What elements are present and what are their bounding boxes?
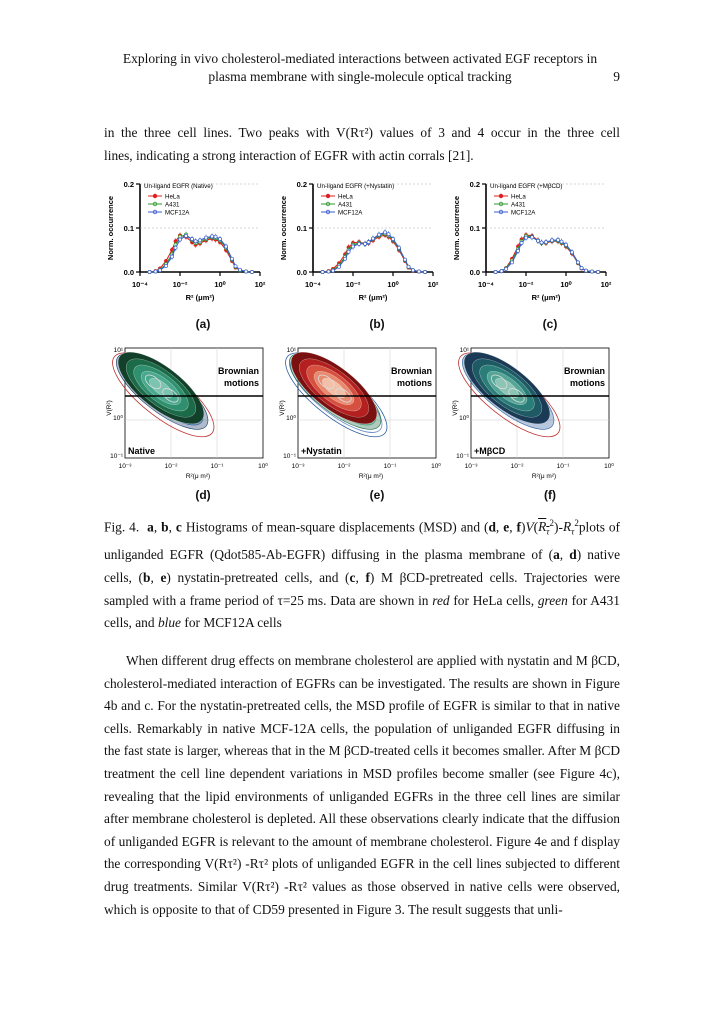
legend-entry: A431: [511, 201, 526, 209]
y-tick-label: 10⁰: [459, 415, 469, 422]
region-label: motions: [397, 378, 432, 388]
y-axis-label: Norm. occurrence: [279, 195, 288, 261]
x-tick-label: 10⁻¹: [210, 463, 224, 470]
legend-title: Un-ligand EGFR (+Nystatin): [317, 183, 395, 190]
data-point: [190, 237, 193, 240]
data-point: [397, 246, 400, 249]
legend-entry: HeLa: [511, 193, 526, 201]
data-point: [570, 251, 573, 254]
data-point: [423, 270, 426, 273]
region-label: Brownian: [390, 366, 432, 376]
panel-label-a: (a): [195, 317, 211, 331]
data-point: [321, 270, 324, 273]
data-point: [204, 236, 207, 239]
data-point: [584, 269, 587, 272]
data-point: [377, 233, 380, 236]
y-axis-label: V(R²): [452, 400, 459, 416]
y-tick-label: 10¹: [459, 347, 469, 354]
x-axis-label: R² (μm²): [185, 293, 215, 302]
data-point: [411, 269, 414, 272]
data-point: [387, 233, 390, 236]
data-point: [234, 265, 237, 268]
y-tick-label: 0.1: [469, 224, 480, 233]
y-tick-label: 0.0: [469, 268, 480, 277]
histogram-panel-1: [106, 180, 266, 302]
data-point: [576, 261, 579, 264]
data-point: [170, 255, 173, 258]
data-point: [164, 264, 167, 267]
data-point: [590, 270, 593, 273]
data-point: [357, 242, 360, 245]
y-axis-label: Norm. occurrence: [106, 195, 115, 261]
data-point: [520, 241, 523, 244]
x-tick-label: 10⁻⁴: [304, 280, 322, 289]
data-point: [560, 240, 563, 243]
x-tick-label: 10⁻²: [164, 463, 178, 470]
data-point: [178, 238, 181, 241]
legend-marker: [153, 194, 157, 198]
x-tick-label: 10⁻³: [464, 463, 478, 470]
x-tick-label: 10⁻²: [337, 463, 351, 470]
histogram-panel-3: [452, 180, 612, 302]
y-tick-label: 0.2: [123, 180, 134, 189]
x-tick-label: 10⁰: [258, 463, 268, 470]
data-point: [210, 235, 213, 238]
x-tick-label: 10²: [427, 280, 439, 289]
x-tick-label: 10⁰: [431, 463, 441, 470]
data-point: [174, 246, 177, 249]
x-axis-label: R²(μ m²): [185, 473, 211, 480]
x-axis-label: R²(μ m²): [531, 473, 557, 480]
y-tick-label: 10⁰: [113, 415, 123, 422]
x-tick-label: 10⁻³: [118, 463, 132, 470]
data-point: [536, 239, 539, 242]
x-tick-label: 10⁻²: [518, 280, 534, 289]
x-tick-label: 10⁻⁴: [131, 280, 149, 289]
data-point: [504, 267, 507, 270]
region-label: motions: [224, 378, 259, 388]
intro-paragraph: [104, 122, 620, 167]
intro-line-1: in the three cell lines. Two peaks with V(Rτ²) values of 3 and 4 occur in the three cell: [104, 125, 620, 140]
legend-entry: MCF12A: [165, 209, 190, 217]
legend-title: Un-ligand EGFR (+MβCD): [490, 183, 563, 190]
data-point: [331, 269, 334, 272]
data-point: [417, 270, 420, 273]
y-tick-label: 10⁻¹: [456, 453, 469, 460]
y-tick-label: 10⁻¹: [283, 453, 296, 460]
y-tick-label: 0.0: [296, 268, 307, 277]
data-point: [343, 257, 346, 260]
data-point: [224, 245, 227, 248]
caption-for-hela: for HeLa cells,: [453, 592, 535, 608]
y-axis-label: V(R²): [279, 400, 286, 416]
header-title-line-1: Exploring in vivo cholesterol-mediated interactions between activated EGF receptors in: [122, 51, 598, 66]
data-point: [250, 270, 253, 273]
running-header: [100, 50, 620, 86]
data-point: [198, 239, 201, 242]
x-tick-label: 10⁻²: [345, 280, 361, 289]
data-point: [337, 265, 340, 268]
legend-entry: HeLa: [338, 193, 353, 201]
caption-for-a431: for A431 cells, and: [104, 592, 620, 631]
y-tick-label: 10¹: [113, 347, 123, 354]
contour-panel-1: [101, 340, 268, 480]
caption-native: native cells, (: [104, 546, 621, 585]
y-tick-label: 10⁰: [286, 415, 296, 422]
x-tick-label: 10⁻²: [172, 280, 188, 289]
condition-label: +Nystatin: [301, 446, 342, 456]
legend-entry: HeLa: [165, 193, 180, 201]
legend-entry: MCF12A: [338, 209, 363, 217]
x-tick-label: 10⁰: [604, 463, 614, 470]
data-point: [524, 236, 527, 239]
condition-label: Native: [128, 446, 156, 456]
variance-contour-figure: [100, 340, 630, 490]
y-tick-label: 10¹: [286, 347, 296, 354]
data-point: [556, 238, 559, 241]
data-point: [218, 237, 221, 240]
data-point: [580, 266, 583, 269]
legend-entry: MCF12A: [511, 209, 536, 217]
legend-entry: A431: [165, 201, 180, 209]
caption-blue: blue: [157, 615, 181, 631]
x-tick-label: 10⁰: [387, 280, 399, 289]
x-tick-label: 10⁻³: [291, 463, 305, 470]
caption-nystatin: nystatin-pretreated cells, and (: [177, 569, 350, 585]
caption-green: green: [537, 592, 568, 608]
panel-label-b: (b): [369, 317, 385, 331]
intro-line-2: lines, indicating a strong interaction of EGFR with actin corrals [21].: [104, 147, 474, 163]
region-label: motions: [570, 378, 605, 388]
panel-label-c: (c): [542, 317, 558, 331]
x-axis-label: R² (μm²): [358, 293, 388, 302]
x-tick-label: 10⁻¹: [556, 463, 570, 470]
data-point: [510, 261, 513, 264]
data-point: [516, 249, 519, 252]
x-tick-label: 10²: [600, 280, 612, 289]
data-point: [391, 237, 394, 240]
data-point: [230, 257, 233, 260]
data-point: [544, 240, 547, 243]
y-tick-label: 0.1: [123, 224, 134, 233]
caption-part-1: Histograms of mean-square displacements (MSD) and (: [185, 519, 489, 535]
y-tick-label: 10⁻¹: [110, 453, 123, 460]
data-point: [530, 236, 533, 239]
data-point: [351, 245, 354, 248]
data-point: [403, 258, 406, 261]
x-tick-label: 10²: [254, 280, 266, 289]
data-point: [244, 270, 247, 273]
region-label: Brownian: [563, 366, 605, 376]
data-point: [154, 270, 157, 273]
caption-red: red: [432, 592, 450, 608]
data-point: [158, 269, 161, 272]
panel-label-d: (d): [195, 488, 211, 502]
data-point: [327, 270, 330, 273]
body-paragraph-text: When different drug effects on membrane cholesterol are applied with nystatin and M βCD, cholesterol-mediated interaction of EGFRs can be investigated. The results are shown in Figure 4b and c. For the nystatin-pretreated cells, the MSD profile of EGFR is similar to that in native cells. Remarkably in native MCF-12A cells, the population of unliganded EGFR diffusing in the fast state is larger, whereas that in the M βCD-treated cells it becomes smaller. After M βCD treatment the cell line dependent variations in MSD profiles become smaller (see Figure 4c), revealing that the lipid environments of unliganded EGFRs in the three cell lines are similar after membrane cholesterol is depleted. All these observations clearly indicate that the diffusion of unliganded EGFR is relevant to the amount of membrane cholesterol. Figure 4e and f display the corresponding V(Rτ²) -Rτ² plots of unliganded EGFR in the cell lines subjected to different drug treatments. Similar V(Rτ²) -Rτ² values as those observed in native cells were observed, which is opposite to that of CD59 presented in Figure 3. The result suggests that unli-: [104, 653, 620, 917]
y-tick-label: 0.2: [469, 180, 480, 189]
data-point: [148, 270, 151, 273]
data-point: [184, 234, 187, 237]
data-point: [363, 242, 366, 245]
x-tick-label: 10⁻⁴: [477, 280, 495, 289]
data-point: [367, 240, 370, 243]
figure-caption: Fig. 4. a, b, c Histograms of mean-square displacements (MSD) and (d, e, $f)V(R_\tau^2)-R_\tau^2plots$ of unliganded EGFR (Qdot585-Ab-EGFR) diffusing in the plasma membrane of (a, d) native cells, (b, e) nystatin-pretreated cells, and (c, f) M βCD-pretreated cells. Trajectories were sampled with a frame period of τ=25 ms. Data are shown in red for HeLa cells, green for A431 cells, and blue for MCF12A cells: [104, 518, 621, 631]
header-title-line-2: plasma membrane with single-molecule optical tracking: [208, 69, 512, 84]
panel-label-f: (f): [544, 488, 556, 502]
x-tick-label: 10⁰: [560, 280, 572, 289]
data-point: [194, 240, 197, 243]
msd-histogram-figure: [100, 172, 630, 332]
legend-entry: A431: [338, 201, 353, 209]
data-point: [383, 231, 386, 234]
caption-for-mcf: for MCF12A cells: [184, 615, 282, 631]
y-axis-label: V(R²): [106, 400, 113, 416]
legend-marker: [326, 194, 330, 198]
y-tick-label: 0.1: [296, 224, 307, 233]
data-point: [540, 241, 543, 244]
data-point: [564, 243, 567, 246]
page-number: 9: [613, 69, 620, 84]
data-point: [407, 265, 410, 268]
histogram-panel-2: [279, 180, 439, 302]
contour-panel-3: [447, 340, 614, 480]
data-point: [214, 235, 217, 238]
data-point: [371, 237, 374, 240]
x-tick-label: 10⁻²: [510, 463, 524, 470]
region-label: Brownian: [217, 366, 259, 376]
data-point: [238, 268, 241, 271]
caption-mbcd: M βCD-pretreated cells. Trajectories were sampled with a frame period of τ=25 ms. Data are shown in: [104, 569, 621, 608]
x-axis-label: R²(μ m²): [358, 473, 384, 480]
x-tick-label: 10⁰: [214, 280, 226, 289]
condition-label: +MβCD: [474, 446, 506, 456]
data-point: [494, 270, 497, 273]
data-point: [500, 270, 503, 273]
body-paragraph: [104, 650, 620, 921]
contour-panel-2: [274, 340, 441, 480]
x-tick-label: 10⁻¹: [383, 463, 397, 470]
legend-title: Un-ligand EGFR (Native): [144, 183, 213, 190]
y-tick-label: 0.0: [123, 268, 134, 277]
y-tick-label: 0.2: [296, 180, 307, 189]
panel-label-e: (e): [369, 488, 385, 502]
caption-label: Fig. 4.: [104, 519, 140, 535]
y-axis-label: Norm. occurrence: [452, 195, 461, 261]
x-axis-label: R² (μm²): [531, 293, 561, 302]
data-point: [596, 270, 599, 273]
caption-part-2: plots of unliganded EGFR (Qdot585-Ab-EGFR) diffusing in the plasma membrane of (: [104, 519, 621, 562]
data-point: [550, 239, 553, 242]
legend-marker: [499, 194, 503, 198]
data-point: [347, 250, 350, 253]
